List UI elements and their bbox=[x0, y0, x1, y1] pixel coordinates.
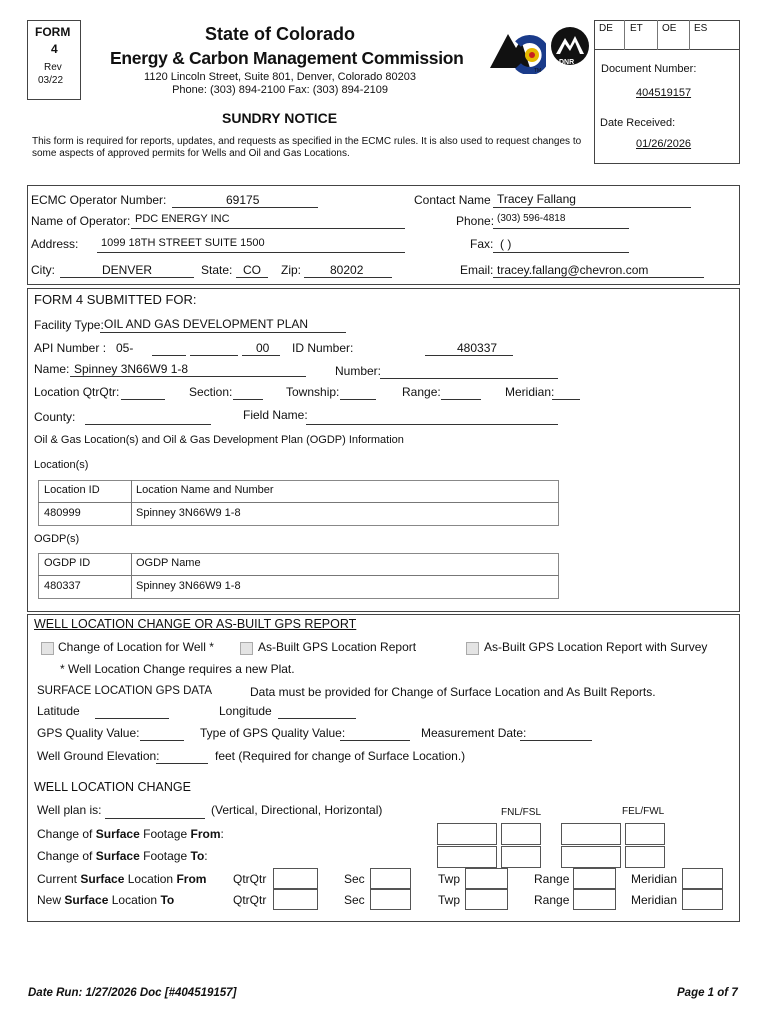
logo-tm: TM bbox=[534, 68, 542, 74]
to-fel-fwl-input[interactable] bbox=[561, 846, 621, 868]
footage-from-bold: Surface bbox=[95, 827, 140, 841]
fax-value[interactable]: ( ) bbox=[500, 237, 512, 251]
ogdp-table-col-divider bbox=[131, 553, 132, 599]
operator-name-line bbox=[131, 228, 405, 229]
current-pre: Current bbox=[37, 872, 78, 886]
facility-name-line bbox=[70, 376, 306, 377]
doc-number-label: Document Number: bbox=[601, 63, 697, 75]
state-line bbox=[236, 277, 268, 278]
current-range-input[interactable] bbox=[573, 868, 616, 889]
office-divider bbox=[624, 20, 625, 50]
city-label: City: bbox=[31, 263, 55, 277]
rev-date: 03/22 bbox=[38, 75, 64, 86]
qtrqtr-label: Location QtrQtr: bbox=[34, 385, 120, 399]
latitude-line[interactable] bbox=[95, 718, 169, 719]
county-label: County: bbox=[34, 410, 76, 424]
operator-number-label: ECMC Operator Number: bbox=[31, 193, 167, 207]
new-bold2: To bbox=[160, 893, 175, 907]
new-bold: Surface bbox=[64, 893, 109, 907]
gps-data-note: Data must be provided for Change of Surface Location and As Built Reports. bbox=[250, 685, 656, 699]
new-range-input[interactable] bbox=[573, 889, 616, 910]
county-line bbox=[85, 424, 211, 425]
id-number-label: ID Number: bbox=[292, 341, 354, 355]
colorado-logo-icon bbox=[488, 24, 546, 74]
facility-type-label: Facility Type: bbox=[34, 318, 104, 332]
page-title-line1: State of Colorado bbox=[204, 24, 355, 44]
office-code-et: ET bbox=[630, 23, 643, 34]
page-title-line2: Energy & Carbon Management Commission bbox=[110, 48, 464, 68]
api-suffix-line bbox=[242, 355, 280, 356]
office-code-de: DE bbox=[599, 23, 613, 34]
email-line bbox=[493, 277, 704, 278]
from-fel-fwl-dir-input[interactable] bbox=[625, 823, 665, 845]
field-name-label: Field Name: bbox=[243, 408, 308, 422]
phone-label: Phone: bbox=[456, 214, 495, 228]
facility-type-line bbox=[100, 332, 346, 333]
gps-quality-label: GPS Quality Value: bbox=[37, 726, 140, 740]
new-twp-label: Twp bbox=[438, 893, 461, 907]
facility-name-label: Name: bbox=[34, 362, 70, 376]
new-range-label: Range bbox=[534, 893, 570, 907]
api-county-line bbox=[152, 355, 186, 356]
locations-table-divider bbox=[38, 502, 559, 503]
longitude-line[interactable] bbox=[278, 718, 356, 719]
new-twp-input[interactable] bbox=[465, 889, 508, 910]
api-label: API Number : bbox=[34, 341, 107, 355]
locations-table-col-divider bbox=[131, 480, 132, 526]
loc-header-id: Location ID bbox=[44, 484, 100, 496]
operator-number-line bbox=[172, 207, 318, 208]
number-line bbox=[380, 378, 558, 379]
current-location-label bbox=[37, 872, 206, 886]
measurement-date-line[interactable] bbox=[520, 740, 592, 741]
new-mid: Location bbox=[111, 893, 158, 907]
footage-to-bold: Surface bbox=[95, 849, 140, 863]
well-plan-label: Well plan is: bbox=[37, 803, 102, 817]
section-line bbox=[233, 399, 263, 400]
operator-name-label: Name of Operator: bbox=[31, 214, 131, 228]
gps-quality-line[interactable] bbox=[140, 740, 184, 741]
city-value[interactable]: DENVER bbox=[102, 263, 153, 277]
new-location-label bbox=[37, 893, 174, 907]
date-run-footer: Date Run: 1/27/2026 Doc [#404519157] bbox=[28, 987, 237, 999]
current-qtrqtr-input[interactable] bbox=[273, 868, 318, 889]
asbuilt-label: As-Built GPS Location Report bbox=[258, 640, 417, 654]
elevation-note: feet (Required for change of Surface Location.) bbox=[215, 749, 466, 763]
logo-dnr: DNR bbox=[559, 59, 575, 66]
qtrqtr-line bbox=[121, 399, 165, 400]
current-twp-input[interactable] bbox=[465, 868, 508, 889]
state-value[interactable]: CO bbox=[243, 263, 261, 277]
form-number: 4 bbox=[51, 42, 58, 56]
new-qtrqtr-label: QtrQtr bbox=[233, 893, 267, 907]
zip-value[interactable]: 80202 bbox=[330, 263, 364, 277]
current-qtrqtr-label: QtrQtr bbox=[233, 872, 267, 886]
well-plan-line[interactable] bbox=[105, 818, 205, 819]
page-number-footer: Page 1 of 7 bbox=[677, 987, 738, 999]
footage-to-pre: Change of bbox=[37, 849, 93, 863]
contact-name-line bbox=[493, 207, 691, 208]
loc-cell-name: Spinney 3N66W9 1-8 bbox=[136, 507, 241, 519]
agency-phone: Phone: (303) 894-2100 Fax: (303) 894-2109 bbox=[172, 84, 388, 96]
address-label: Address: bbox=[31, 237, 79, 251]
id-number-value[interactable]: 480337 bbox=[457, 341, 498, 355]
new-sec-input[interactable] bbox=[370, 889, 411, 910]
from-fnl-fsl-dir-input[interactable] bbox=[501, 823, 541, 845]
current-sec-input[interactable] bbox=[370, 868, 411, 889]
field-name-line bbox=[306, 424, 558, 425]
ogdp-table-divider bbox=[38, 575, 559, 576]
footage-to-label: Change of Surface Footage To: bbox=[37, 849, 208, 863]
zip-label: Zip: bbox=[281, 263, 302, 277]
ogdp-table bbox=[38, 553, 559, 599]
zip-line bbox=[304, 277, 392, 278]
date-received-label: Date Received: bbox=[600, 117, 676, 129]
footage-to-mid: Footage bbox=[143, 849, 188, 863]
office-divider bbox=[657, 20, 658, 50]
footage-from-pre: Change of bbox=[37, 827, 93, 841]
footage-from-label: Change of Surface Footage From: bbox=[37, 827, 224, 841]
loc-cell-id: 480999 bbox=[44, 507, 81, 519]
range-line bbox=[441, 399, 481, 400]
ogdp-header-id: OGDP ID bbox=[44, 557, 91, 569]
township-label: Township: bbox=[286, 385, 340, 399]
api-seq-line bbox=[190, 355, 238, 356]
footage-from-bold2: From bbox=[190, 827, 221, 841]
id-number-line bbox=[425, 355, 513, 356]
meridian-label: Meridian: bbox=[505, 385, 555, 399]
city-line bbox=[60, 277, 194, 278]
measurement-date-label: Measurement Date: bbox=[421, 726, 527, 740]
elevation-line[interactable] bbox=[156, 763, 208, 764]
email-label: Email: bbox=[460, 263, 494, 277]
loc-header-name: Location Name and Number bbox=[136, 484, 274, 496]
rev-label: Rev bbox=[44, 62, 62, 73]
agency-address: 1120 Lincoln Street, Suite 801, Denver, Colorado 80203 bbox=[144, 71, 416, 83]
new-meridian-label: Meridian bbox=[631, 893, 678, 907]
gps-data-title: SURFACE LOCATION GPS DATA bbox=[37, 685, 213, 697]
range-label: Range: bbox=[402, 385, 441, 399]
meridian-line bbox=[552, 399, 580, 400]
ogdps-label: OGDP(s) bbox=[34, 533, 80, 545]
current-bold2: From bbox=[176, 872, 207, 886]
ogdp-cell-name: Spinney 3N66W9 1-8 bbox=[136, 580, 241, 592]
office-divider bbox=[689, 20, 690, 50]
gps-type-label: Type of GPS Quality Value: bbox=[200, 726, 346, 740]
to-fnl-fsl-dir-input[interactable] bbox=[501, 846, 541, 868]
contact-name-label: Contact Name bbox=[414, 193, 491, 207]
new-meridian-input[interactable] bbox=[682, 889, 723, 910]
elevation-label: Well Ground Elevation: bbox=[37, 749, 160, 763]
longitude-label: Longitude bbox=[219, 704, 272, 718]
address-line bbox=[97, 252, 405, 253]
ogdp-info-label: Oil & Gas Location(s) and Oil & Gas Development Plan (OGDP) Information bbox=[34, 434, 404, 446]
current-mid: Location bbox=[127, 872, 174, 886]
well-location-title: WELL LOCATION CHANGE OR AS-BUILT GPS REPORT bbox=[34, 617, 357, 631]
locations-label: Location(s) bbox=[34, 459, 89, 471]
change-location-label: Change of Location for Well * bbox=[58, 640, 214, 654]
change-location-checkbox[interactable] bbox=[41, 642, 54, 655]
gps-type-line[interactable] bbox=[340, 740, 410, 741]
to-fnl-fsl-input[interactable] bbox=[437, 846, 497, 868]
notice-title: SUNDRY NOTICE bbox=[222, 110, 338, 126]
footage-from-mid: Footage bbox=[143, 827, 188, 841]
number-label: Number: bbox=[335, 364, 382, 378]
plat-note: * Well Location Change requires a new Plat. bbox=[60, 662, 295, 676]
form-label: FORM bbox=[35, 25, 71, 39]
asbuilt-checkbox[interactable] bbox=[240, 642, 253, 655]
api-suffix[interactable]: 00 bbox=[256, 341, 270, 355]
current-twp-label: Twp bbox=[438, 872, 461, 886]
ogdp-cell-id: 480337 bbox=[44, 580, 81, 592]
asbuilt-survey-checkbox[interactable] bbox=[466, 642, 479, 655]
well-plan-note: (Vertical, Directional, Horizontal) bbox=[211, 803, 383, 817]
facility-type-value[interactable]: OIL AND GAS DEVELOPMENT PLAN bbox=[104, 317, 309, 331]
office-code-oe: OE bbox=[662, 23, 677, 34]
current-range-label: Range bbox=[534, 872, 570, 886]
contact-name[interactable]: Tracey Fallang bbox=[497, 192, 576, 206]
fax-line bbox=[493, 252, 629, 253]
current-sec-label: Sec bbox=[344, 872, 365, 886]
current-meridian-input[interactable] bbox=[682, 868, 723, 889]
locations-table bbox=[38, 480, 559, 526]
fel-fwl-header: FEL/FWL bbox=[622, 806, 665, 817]
asbuilt-survey-label: As-Built GPS Location Report with Survey bbox=[484, 640, 708, 654]
date-received: 01/26/2026 bbox=[636, 138, 692, 150]
operator-number[interactable]: 69175 bbox=[226, 193, 260, 207]
well-change-title: WELL LOCATION CHANGE bbox=[34, 780, 191, 794]
latitude-label: Latitude bbox=[37, 704, 80, 718]
section-label: Section: bbox=[189, 385, 233, 399]
submitted-for-title: FORM 4 SUBMITTED FOR: bbox=[34, 292, 197, 307]
ogdp-header-name: OGDP Name bbox=[136, 557, 201, 569]
current-bold: Surface bbox=[80, 872, 125, 886]
current-meridian-label: Meridian bbox=[631, 872, 678, 886]
footage-to-bold2: To bbox=[190, 849, 205, 863]
state-label: State: bbox=[201, 263, 233, 277]
phone-line bbox=[493, 228, 629, 229]
doc-number: 404519157 bbox=[636, 87, 692, 99]
new-sec-label: Sec bbox=[344, 893, 365, 907]
phone-value[interactable]: (303) 596-4818 bbox=[497, 213, 566, 224]
operator-name[interactable]: PDC ENERGY INC bbox=[135, 213, 230, 225]
township-line bbox=[340, 399, 376, 400]
email-value[interactable]: tracey.fallang@chevron.com bbox=[497, 263, 649, 277]
intro-text: This form is required for reports, updates, and requests as specified in the ECMC rules. It is also used to request changes to some aspects of approved permits for Wells and Oil and Gas Locations. bbox=[32, 136, 582, 159]
from-fnl-fsl-input[interactable] bbox=[437, 823, 497, 845]
facility-name-value[interactable]: Spinney 3N66W9 1-8 bbox=[74, 362, 189, 376]
office-code-es: ES bbox=[694, 23, 708, 34]
fnl-fsl-header: FNL/FSL bbox=[501, 807, 542, 818]
fax-label: Fax: bbox=[470, 237, 494, 251]
api-prefix[interactable]: 05- bbox=[116, 341, 134, 355]
to-fel-fwl-dir-input[interactable] bbox=[625, 846, 665, 868]
address-value[interactable]: 1099 18TH STREET SUITE 1500 bbox=[101, 237, 265, 249]
from-fel-fwl-input[interactable] bbox=[561, 823, 621, 845]
new-pre: New bbox=[37, 893, 62, 907]
new-qtrqtr-input[interactable] bbox=[273, 889, 318, 910]
